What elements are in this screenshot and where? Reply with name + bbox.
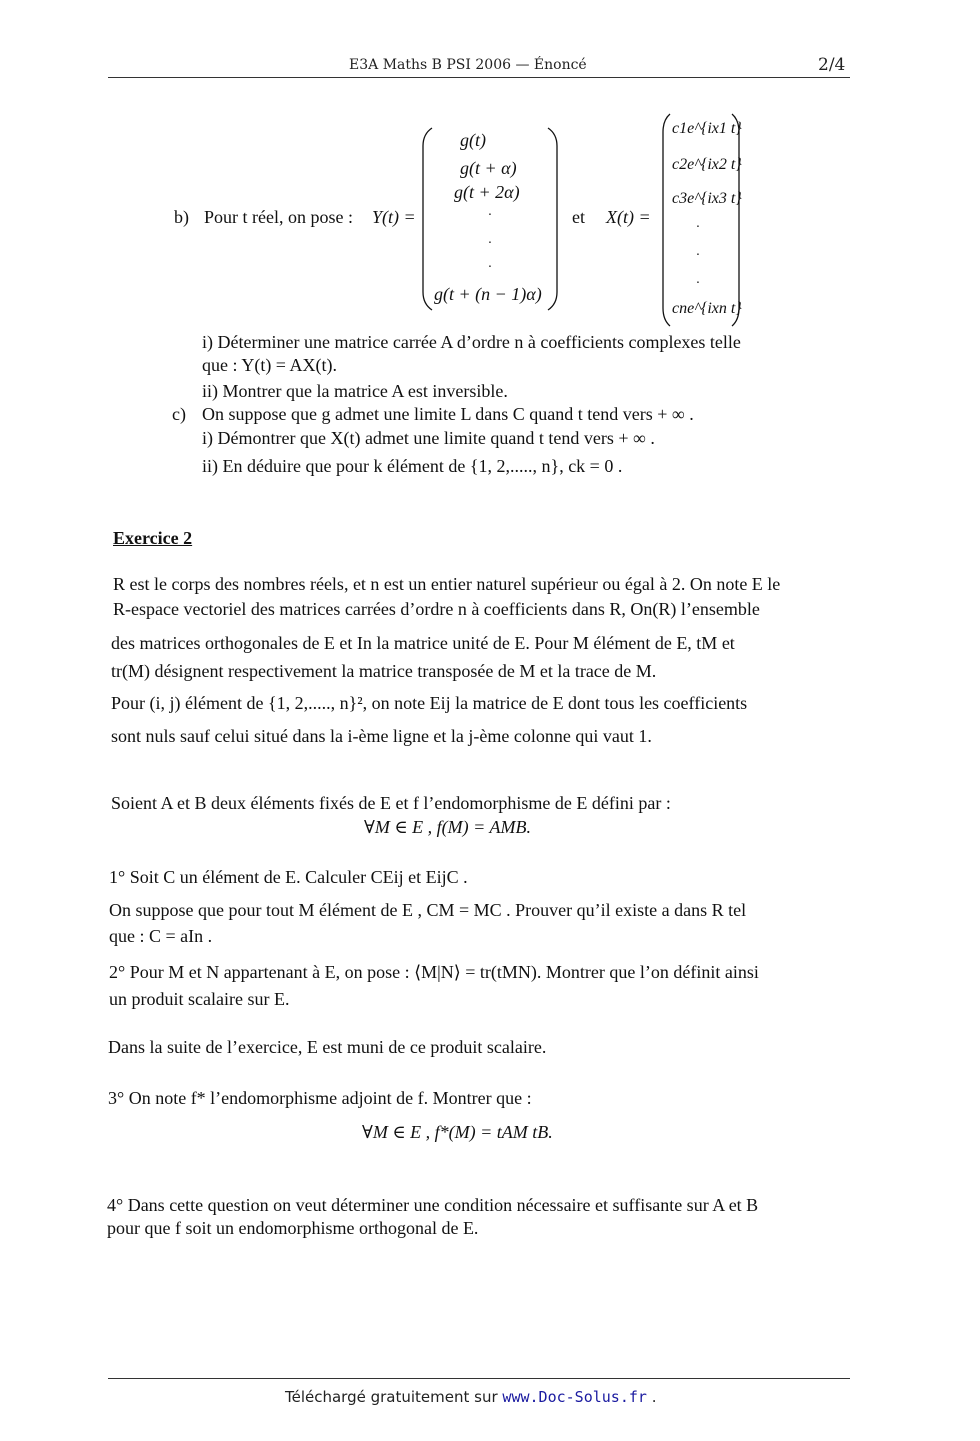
y-entry: g(t + (n − 1)α) [434, 284, 542, 304]
y-vector [434, 126, 550, 312]
et-word: et [572, 207, 585, 227]
header-rule [108, 77, 850, 78]
part-b-q1-line2: que : Y(t) = AX(t). [202, 355, 337, 375]
ex2-para2-line1: Pour (i, j) élément de {1, 2,....., n}², on note Eij la matrice de E dont tous les coefficients [111, 693, 748, 713]
x-entry: c3e^{ix3 t} [672, 190, 742, 207]
footer-text: Téléchargé gratuitement sur [285, 1388, 498, 1406]
footer-link[interactable]: www.Doc-Solus.fr [502, 1388, 647, 1406]
x-entry: · [696, 248, 700, 263]
ex2-para1-line4: tr(M) désignent respectivement la matrice transposée de M et la trace de M. [111, 661, 657, 681]
question-1-line3: que : C = aIn . [109, 926, 213, 946]
y-entry: · [488, 208, 492, 223]
x-entry: c2e^{ix2 t} [672, 156, 742, 173]
x-vector [670, 112, 742, 328]
y-vector-lhs: Y(t) = [372, 207, 416, 227]
part-b-label: b) [174, 207, 189, 227]
ex2-formula-f: ∀M ∈ E , f(M) = AMB. [364, 817, 531, 837]
y-entry: g(t) [460, 130, 486, 150]
part-c-q1: i) Démontrer que X(t) admet une limite quand t tend vers + ∞ . [202, 428, 655, 448]
question-1-line2: On suppose que pour tout M élément de E , CM = MC . Prouver qu’il existe a dans R tel [109, 900, 747, 920]
x-entry: · [696, 220, 700, 235]
x-entry: · [696, 276, 700, 291]
part-c-q2: ii) En déduire que pour k élément de {1, 2,....., n}, ck = 0 . [202, 456, 623, 476]
question-1-line1: 1° Soit C un élément de E. Calculer CEij et EijC . [109, 867, 468, 887]
part-c-label: c) [172, 404, 186, 424]
footer [285, 1388, 656, 1406]
x-entry: c1e^{ix1 t} [672, 120, 742, 137]
x-vector-lhs: X(t) = [606, 207, 651, 227]
exercise-2-title: Exercice 2 [113, 528, 193, 548]
question-4-line2: pour que f soit un endomorphisme orthogonal de E. [107, 1218, 479, 1238]
x-entry: cne^{ixn t} [672, 300, 742, 317]
header-title: E3A Maths B PSI 2006 — Énoncé [349, 57, 587, 73]
part-b-q2: ii) Montrer que la matrice A est inversible. [202, 381, 508, 401]
ex2-formula-adjoint: ∀M ∈ E , f*(M) = tAM tB. [362, 1122, 553, 1142]
part-c-line: On suppose que g admet une limite L dans C quand t tend vers + ∞ . [202, 404, 694, 424]
question-2-line1: 2° Pour M et N appartenant à E, on pose : ⟨M|N⟩ = tr(tMN). Montrer que l’on définit ainsi [109, 962, 759, 982]
ex2-para1-line1: R est le corps des nombres réels, et n est un entier naturel supérieur ou égal à 2. On note E le [113, 574, 781, 594]
question-2-line2: un produit scalaire sur E. [109, 989, 290, 1009]
y-entry: g(t + 2α) [454, 182, 520, 202]
ex2-para1-line3: des matrices orthogonales de E et In la matrice unité de E. Pour M élément de E, tM et [111, 633, 735, 653]
y-entry: g(t + α) [460, 158, 517, 178]
ex2-para1-line2: R-espace vectoriel des matrices carrées d’ordre n à coefficients dans R, On(R) l’ensemble [113, 599, 760, 619]
part-b-intro: Pour t réel, on pose : [204, 207, 353, 227]
footer-rule [108, 1378, 850, 1379]
ex2-para3-line1: Soient A et B deux éléments fixés de E et f l’endomorphisme de E défini par : [111, 793, 671, 813]
question-3-line1: 3° On note f* l’endomorphisme adjoint de f. Montrer que : [108, 1088, 532, 1108]
footer-end: . [651, 1388, 657, 1406]
ex2-para2-line2: sont nuls sauf celui situé dans la i-ème ligne et la j-ème colonne qui vaut 1. [111, 726, 652, 746]
y-entry: · [488, 260, 492, 275]
part-b-q1-line1: i) Déterminer une matrice carrée A d’ordre n à coefficients complexes telle [202, 332, 741, 352]
ex2-para4: Dans la suite de l’exercice, E est muni de ce produit scalaire. [108, 1037, 547, 1057]
y-entry: · [488, 236, 492, 251]
page-number: 2/4 [818, 55, 846, 75]
question-4-line1: 4° Dans cette question on veut déterminer une condition nécessaire et suffisante sur A et B [107, 1195, 759, 1215]
